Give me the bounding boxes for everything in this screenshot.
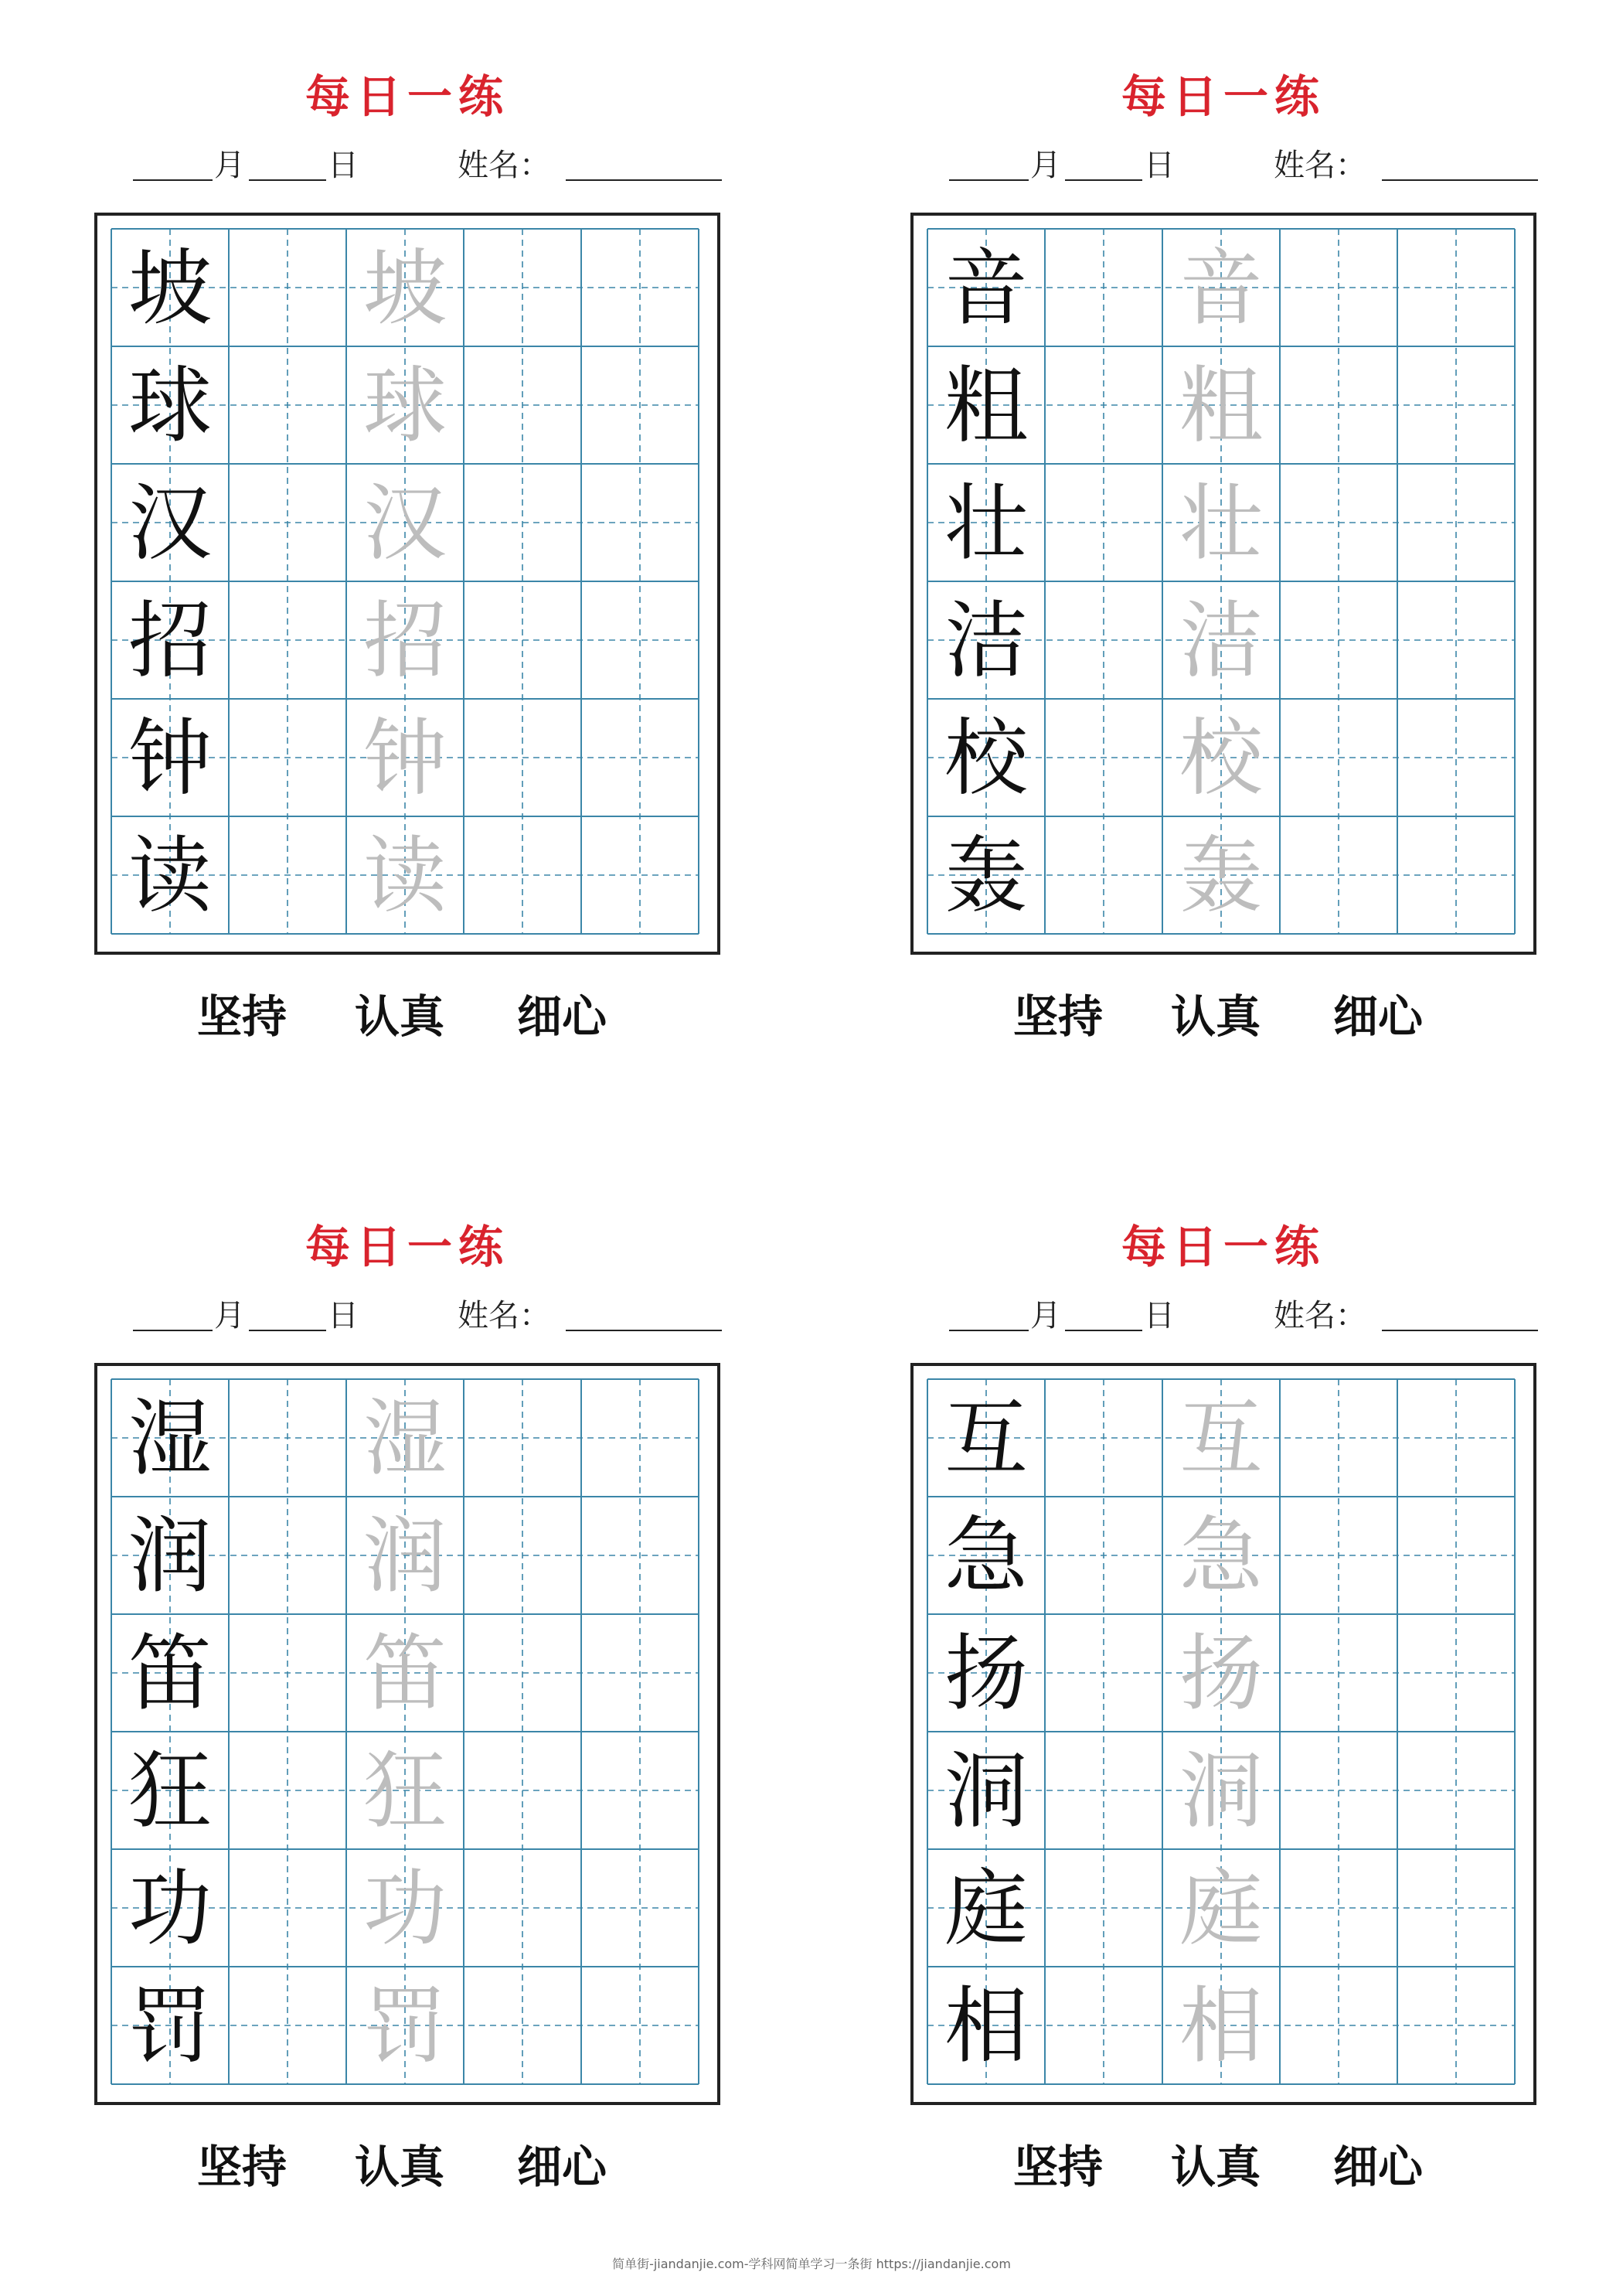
trace-character: 粗: [1179, 358, 1264, 455]
trace-character: 笛: [362, 1626, 447, 1722]
date-name-line: [133, 138, 720, 184]
model-character: 相: [944, 1978, 1029, 2075]
sheet-title: 每日一练: [1121, 1221, 1325, 1273]
day-label: 日: [328, 1298, 359, 1334]
model-character: 扬: [944, 1626, 1029, 1722]
model-character: 狂: [128, 1743, 213, 1840]
month-blank[interactable]: [949, 138, 1029, 181]
motto-careful: 认真: [1171, 2141, 1261, 2193]
name-label: 姓名：: [1274, 1298, 1366, 1334]
trace-character: 音: [1179, 240, 1264, 337]
grid-lines: [914, 1366, 1533, 2102]
day-label: 日: [328, 148, 359, 183]
model-character: 功: [128, 1861, 213, 1957]
model-character: 洞: [944, 1743, 1029, 1840]
motto: [94, 980, 720, 1042]
month-label: 月: [1030, 1298, 1061, 1334]
model-character: 洁: [944, 593, 1029, 690]
motto-persist: 坚持: [197, 990, 288, 1043]
trace-character: 相: [1179, 1978, 1264, 2075]
month-label: 月: [1030, 148, 1061, 183]
sheet-title: 每日一练: [305, 70, 509, 123]
name-blank[interactable]: [566, 1288, 722, 1331]
model-character: 钟: [128, 710, 213, 807]
trace-character: 球: [362, 358, 447, 455]
day-label: 日: [1144, 148, 1175, 183]
trace-character: 扬: [1179, 1626, 1264, 1722]
trace-character: 坡: [362, 240, 447, 337]
model-character: 招: [128, 593, 213, 690]
model-character: 互: [944, 1391, 1029, 1487]
model-character: 汉: [128, 475, 213, 572]
trace-character: 招: [362, 593, 447, 690]
motto-attentive: 细心: [517, 990, 607, 1043]
page-footer: 简单街-jiandanjie.com-学科网简单学习一条街 https://jiandanjie.com: [612, 2257, 1011, 2271]
model-character: 笛: [128, 1626, 213, 1722]
trace-character: 互: [1179, 1391, 1264, 1487]
motto-careful: 认真: [355, 990, 445, 1043]
model-character: 读: [128, 828, 213, 925]
month-blank[interactable]: [133, 1288, 213, 1331]
trace-character: 读: [362, 828, 447, 925]
name-label: 姓名：: [458, 1298, 550, 1334]
model-character: 粗: [944, 358, 1029, 455]
trace-character: 润: [362, 1508, 447, 1605]
trace-character: 汉: [362, 475, 447, 572]
trace-character: 校: [1179, 710, 1264, 807]
trace-character: 洁: [1179, 593, 1264, 690]
month-blank[interactable]: [133, 138, 213, 181]
motto-careful: 认真: [1171, 990, 1261, 1043]
month-blank[interactable]: [949, 1288, 1029, 1331]
model-character: 壮: [944, 475, 1029, 572]
motto: [94, 2131, 720, 2192]
practice-grid: [910, 1363, 1536, 2105]
trace-character: 洞: [1179, 1743, 1264, 1840]
trace-character: 罚: [362, 1978, 447, 2075]
motto-persist: 坚持: [1013, 2141, 1104, 2193]
sheet-title: 每日一练: [305, 1221, 509, 1273]
name-blank[interactable]: [566, 138, 722, 181]
day-blank[interactable]: [249, 138, 326, 181]
name-blank[interactable]: [1382, 1288, 1538, 1331]
month-label: 月: [214, 148, 245, 183]
day-blank[interactable]: [249, 1288, 326, 1331]
model-character: 急: [944, 1508, 1029, 1605]
trace-character: 轰: [1179, 828, 1264, 925]
motto-attentive: 细心: [1333, 990, 1424, 1043]
motto: [910, 2131, 1536, 2192]
day-label: 日: [1144, 1298, 1175, 1334]
model-character: 庭: [944, 1861, 1029, 1957]
day-blank[interactable]: [1065, 138, 1142, 181]
model-character: 球: [128, 358, 213, 455]
motto-persist: 坚持: [197, 2141, 288, 2193]
date-name-line: [949, 138, 1536, 184]
grid-lines: [97, 1366, 717, 2102]
trace-character: 功: [362, 1861, 447, 1957]
trace-character: 钟: [362, 710, 447, 807]
name-label: 姓名：: [458, 148, 550, 183]
date-name-line: [133, 1288, 720, 1334]
grid-lines: [914, 216, 1533, 952]
trace-character: 壮: [1179, 475, 1264, 572]
model-character: 坡: [128, 240, 213, 337]
grid-lines: [97, 216, 717, 952]
sheet-title: 每日一练: [1121, 70, 1325, 123]
motto-attentive: 细心: [517, 2141, 607, 2193]
model-character: 轰: [944, 828, 1029, 925]
date-name-line: [949, 1288, 1536, 1334]
month-label: 月: [214, 1298, 245, 1334]
practice-grid: [910, 213, 1536, 955]
name-label: 姓名：: [1274, 148, 1366, 183]
day-blank[interactable]: [1065, 1288, 1142, 1331]
practice-grid: [94, 1363, 720, 2105]
model-character: 音: [944, 240, 1029, 337]
model-character: 润: [128, 1508, 213, 1605]
practice-grid: [94, 213, 720, 955]
name-blank[interactable]: [1382, 138, 1538, 181]
model-character: 湿: [128, 1391, 213, 1487]
motto-persist: 坚持: [1013, 990, 1104, 1043]
trace-character: 急: [1179, 1508, 1264, 1605]
motto-attentive: 细心: [1333, 2141, 1424, 2193]
trace-character: 湿: [362, 1391, 447, 1487]
trace-character: 狂: [362, 1743, 447, 1840]
model-character: 校: [944, 710, 1029, 807]
motto-careful: 认真: [355, 2141, 445, 2193]
trace-character: 庭: [1179, 1861, 1264, 1957]
model-character: 罚: [128, 1978, 213, 2075]
motto: [910, 980, 1536, 1042]
